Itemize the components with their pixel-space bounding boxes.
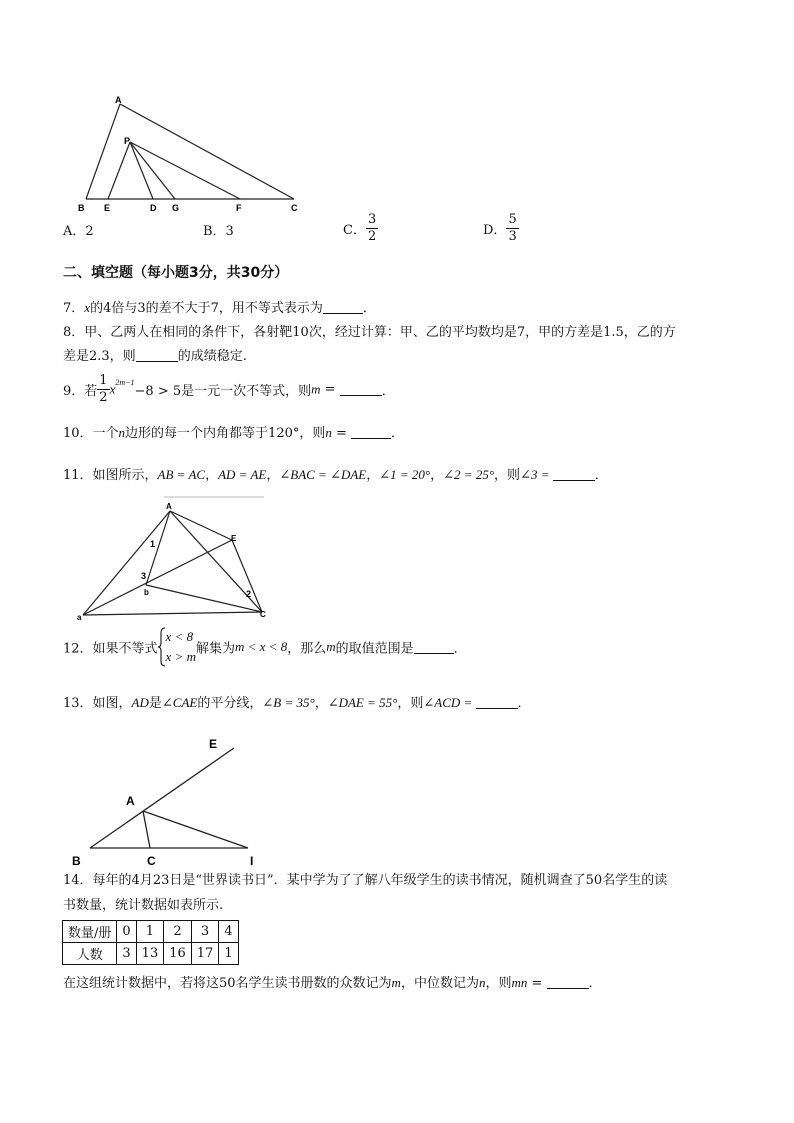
fig2-label-a: A [166,502,172,511]
fig2-label-3: 3 [141,571,147,581]
table-row [63,943,239,965]
table-cell: 数量/册 [63,921,117,943]
answer-blank[interactable] [340,383,382,396]
question-13: 13．如图，AD是∠CAE的平分线，∠B = 35°，∠DAE = 55°，则∠ACD = ． [63,695,531,711]
question-14-line-1: 14．每年的4月23日是“世界读书日”．某中学为了了解八年级学生的读书情况，随机调查了50名学生的读 [63,873,668,888]
table-cell: 人数 [63,943,117,965]
question-9: 9．若 $\frac{1}{2}$ $x^{2m-1}-8 > 5$是一元一次不等式，则m = ． [63,373,395,405]
triangle-figure-1 [78,92,302,214]
fig3-label-a: A [126,794,135,808]
fig2-label-2: 2 [246,589,252,599]
fig1-label-c: C [291,203,298,213]
answer-blank[interactable] [351,426,391,439]
fig2-label-e: E [231,534,237,543]
fig2-label-b: b [144,588,149,597]
table-cell: 17 [191,943,219,965]
fig1-label-a: A [115,95,122,105]
fig3-label-i: I [250,854,254,868]
table-cell: 0 [117,921,136,943]
option-a: A．2 [63,224,94,239]
fig1-label-p: P [124,136,131,146]
answer-blank[interactable] [553,468,595,481]
answer-blank[interactable] [476,696,518,709]
table-cell: 3 [117,943,136,965]
fig3-label-b: B [72,854,81,868]
fig1-label-f: F [236,203,242,213]
fig3-label-e: E [209,737,218,751]
table-cell: 1 [136,921,164,943]
question-8-line-2: 差是2.3，则 的成绩稳定. [63,349,247,364]
table-cell: 13 [136,943,164,965]
triangle-figure-2 [74,496,274,622]
question-12: 12．如果不等式 x < 8 x > m 解集为m < x < 8，那么m的取值范围是 ． [63,629,467,664]
fig1-label-b: B [78,203,85,213]
table-cell: 2 [164,921,192,943]
reading-data-table [62,920,239,965]
option-b: B．3 [203,224,234,239]
question-7: 7．x的4倍与3的差不大于7，用不等式表示为 ． [63,300,376,316]
fig2-label-a-lower: a [77,613,82,622]
table-cell: 4 [219,921,238,943]
question-8-line-1: 8．甲、乙两人在相同的条件下，各射靶10次，经过计算：甲、乙的平均数均是7，甲的方差是1.5，乙的方 [63,325,676,340]
angle-figure-3 [68,732,268,868]
fig3-label-c: C [147,854,156,868]
table-cell: 1 [219,943,238,965]
fig1-label-e: E [104,203,111,213]
fig2-label-c: C [260,610,266,619]
answer-blank[interactable] [323,301,363,314]
question-14-line-3: 在这组统计数据中，若将这50名学生读书册数的众数记为m，中位数记为n，则mn = ． [63,975,602,991]
answer-blank[interactable] [547,976,589,989]
table-row [63,921,239,943]
section-title: 二、填空题（每小题3分，共30分） [63,265,289,281]
table-cell: 16 [164,943,192,965]
option-d: D． $\frac{5}{3}$ [483,212,517,244]
question-14-line-2: 书数量，统计数据如表所示. [63,898,224,913]
question-11: 11．如图所示，AB = AC，AD = AE，∠BAC = ∠DAE，∠1 = 20°，∠2 = 25°，则∠3 = ． [63,467,608,483]
answer-blank[interactable] [136,349,178,362]
fig2-label-1: 1 [150,539,156,549]
option-c: C． $\frac{3}{2}$ [343,212,377,244]
fig1-label-d: D [150,203,157,213]
fig1-label-g: G [172,203,180,213]
answer-blank[interactable] [414,641,454,654]
question-10: 10．一个n边形的每一个内角都等于120°，则n = ． [63,425,405,441]
table-cell: 3 [191,921,219,943]
